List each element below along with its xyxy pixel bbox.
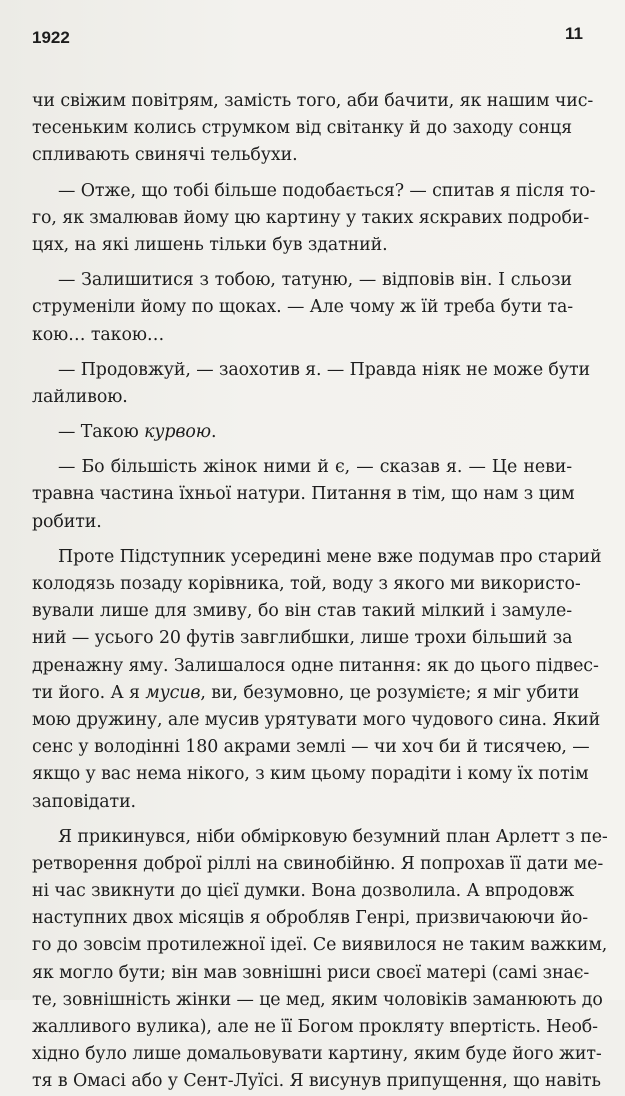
- line-text: го до зовсім протилежної ідеї. Се виявилося не таким важким,: [32, 935, 608, 956]
- line-text: Я прикинувся, ніби обмірковую безумний план Арлетт з пе-: [58, 826, 608, 847]
- line-text: цях, на які лишень тільки був здатний.: [32, 234, 388, 255]
- line-text-after: , ви, безумовно, це розумієте; я міг убити: [200, 682, 580, 703]
- line-text: сенс у володінні 180 акрами землі — чи хоч би й тисячею, —: [32, 737, 590, 758]
- text-line: [32, 625, 572, 652]
- line-text: тесеньким колись струмком від світанку й до заходу сонця: [32, 118, 572, 139]
- line-text: чи свіжим повітрям, замість того, аби бачити, як нашим чис-: [32, 91, 594, 111]
- text-line: [32, 267, 572, 294]
- line-text: те, зовнішність жінки — це мед, яким чоловіків заманюють до: [32, 989, 603, 1010]
- text-line: [32, 1041, 602, 1068]
- text-line: [32, 1014, 598, 1041]
- paragraph-gap: [32, 536, 572, 544]
- line-text: хідно було лише домальовувати картину, яким буде його жит-: [32, 1044, 602, 1065]
- text-line: [32, 707, 601, 734]
- line-text: ні час звикнути до цієї думки. Вона дозволила. А впродовж: [32, 881, 575, 902]
- text-line: [32, 88, 594, 115]
- text-line: [32, 824, 608, 851]
- text-line: [32, 1068, 601, 1095]
- paragraph: [32, 454, 575, 536]
- paragraph: [32, 824, 608, 1096]
- line-text: ний — усього 20 футів завглибшки, лише трохи більший за: [32, 628, 573, 649]
- line-text: дренажну яму. Залишалося одне питання: як до цього підвес-: [32, 655, 599, 676]
- paragraph: [32, 178, 596, 260]
- line-text: — Отже, що тобі більше подобається? — спитав я після то-: [58, 180, 596, 201]
- text-line: [32, 232, 572, 259]
- line-text: наступних двох місяців я обробляв Генрі, призвичаюючи йо-: [32, 908, 589, 929]
- line-text: якщо у вас нема нікого, з ким цьому порадіти і кому їх потім: [32, 764, 589, 785]
- text-line: [32, 384, 572, 411]
- text-line: [32, 878, 575, 905]
- paragraph: [32, 267, 572, 349]
- line-text: заповідати.: [32, 791, 136, 812]
- text-line: [32, 544, 602, 571]
- text-line: [32, 653, 599, 680]
- text-line: [32, 789, 572, 816]
- line-text: колодязь позаду корівника, той, воду з якого ми використо-: [32, 574, 581, 594]
- line-text: — Такою: [58, 422, 145, 443]
- line-text: ретворення доброї ріллі на свинобійню. Я попрохав її дати ме-: [32, 853, 604, 874]
- text-line: [32, 419, 572, 446]
- text-line: [32, 598, 572, 625]
- text-line: [32, 142, 572, 169]
- text-line: [32, 571, 581, 598]
- line-italic: мусив: [145, 682, 201, 703]
- text-line: [32, 509, 572, 536]
- body-text: [32, 88, 608, 1096]
- line-text: го, як змалював йому цю картину у таких яскравих подроби-: [32, 207, 590, 228]
- text-line: [32, 987, 603, 1014]
- text-line: [32, 322, 572, 349]
- line-text: як могло бути; він мав зовнішні риси своєї матері (самі знає-: [32, 962, 590, 983]
- text-line: [32, 115, 572, 142]
- paragraph: [32, 357, 590, 411]
- text-line: [32, 734, 590, 761]
- line-text: ти його. А я: [32, 682, 146, 703]
- text-line: [32, 680, 580, 707]
- text-line: [32, 960, 590, 987]
- line-text: спливають свинячі тельбухи.: [32, 145, 298, 166]
- line-text: — Залишитися з тобою, татуню, — відповів він. І сльози: [58, 270, 572, 291]
- paragraph: [32, 544, 602, 816]
- line-text: тя в Омасі або у Сент-Луїсі. Я висунув припущення, що навіть: [32, 1071, 601, 1092]
- text-line: [32, 905, 589, 932]
- line-text: кою… такою…: [32, 324, 165, 345]
- line-text: жалливого вулика), але не її Богом прокляту впертість. Необ-: [32, 1017, 598, 1037]
- line-italic: курвою: [144, 422, 212, 443]
- paragraph-gap: [32, 349, 572, 357]
- line-text-after: .: [211, 422, 217, 443]
- line-text: — Продовжуй, — заохотив я. — Правда ніяк не може бути: [58, 359, 590, 380]
- text-line: [32, 481, 575, 508]
- paragraph-gap: [32, 259, 572, 267]
- paragraph-gap: [32, 446, 572, 454]
- paragraph: [32, 88, 594, 170]
- paragraph-gap: [32, 816, 572, 824]
- text-line: [32, 205, 590, 232]
- line-text: робити.: [32, 511, 102, 532]
- line-text: вували лише для змиву, бо він став такий мілкий і замуле-: [32, 601, 572, 622]
- line-text: лайливою.: [32, 386, 128, 407]
- text-line: [32, 932, 608, 959]
- line-text: травна частина їхньої натури. Питання в тім, що нам з цим: [32, 484, 575, 505]
- text-line: [32, 357, 590, 384]
- line-text: струменіли йому по щоках. — Але чому ж їй треба бути та-: [32, 297, 574, 318]
- paragraph: [32, 419, 572, 446]
- text-line: [32, 454, 572, 481]
- paragraph-gap: [32, 170, 572, 178]
- page-number: 11: [565, 24, 583, 43]
- text-line: [32, 294, 572, 321]
- text-line: [32, 178, 596, 205]
- text-line: [32, 851, 604, 878]
- line-text: — Бо більшість жінок ними й є, — сказав я. — Це неви-: [58, 457, 572, 478]
- line-text: Проте Підступник усередині мене вже подумав про старий: [58, 546, 602, 567]
- running-head: [32, 24, 583, 48]
- paragraph-gap: [32, 411, 572, 419]
- text-line: [32, 761, 589, 788]
- running-title: 1922: [32, 28, 70, 47]
- line-text: мою дружину, але мусив урятувати мого чудового сина. Який: [32, 709, 601, 730]
